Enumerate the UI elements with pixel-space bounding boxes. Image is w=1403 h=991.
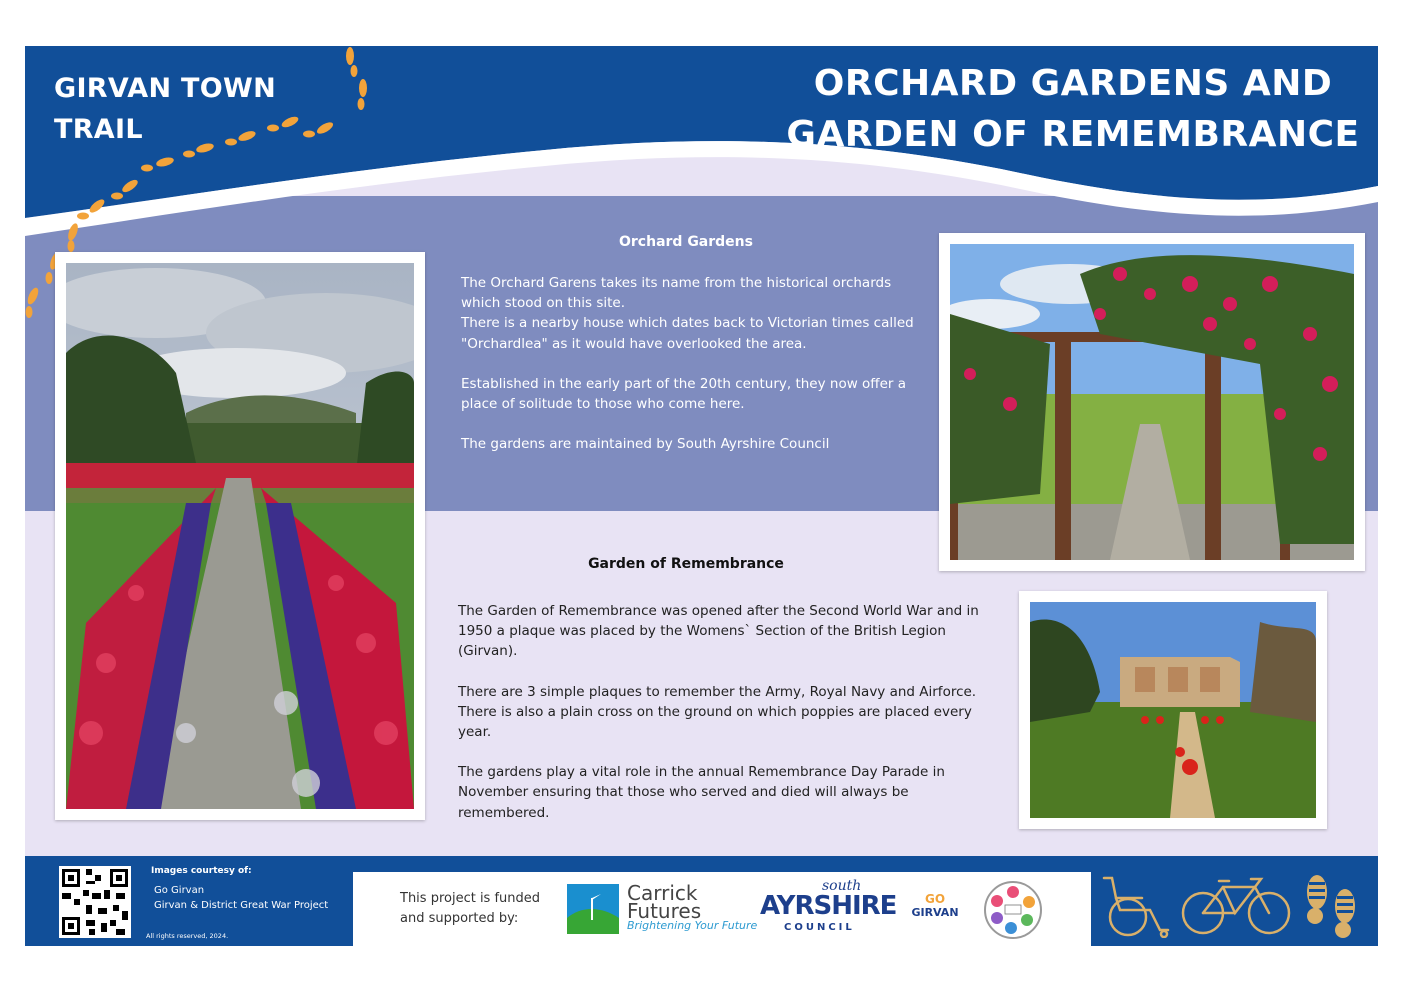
rights-notice: All rights reserved, 2024. [146, 932, 229, 940]
page-title-line-1: ORCHARD GARDENS AND [813, 63, 1333, 104]
remembrance-text [458, 601, 983, 843]
rose-pergola-image [950, 244, 1354, 560]
photo-remembrance-memorial [1019, 591, 1327, 829]
orchard-text [461, 273, 917, 474]
flower-beds-image [66, 263, 414, 809]
ayrshire-council: COUNCIL [784, 922, 855, 933]
credit-great-war-project: Girvan & District Great War Project [154, 900, 329, 911]
wheelchair-icon [1098, 872, 1174, 938]
credit-go-girvan: Go Girvan [154, 885, 205, 896]
carrick-tagline: Brightening Your Future [627, 919, 758, 932]
footprints-icon [1299, 872, 1363, 942]
trail-title-line-1: GIRVAN TOWN [54, 73, 277, 104]
remembrance-paragraph-1: The Garden of Remembrance was opened after the Second World War and in 1950 a plaque was placed by the Womens` Section of the British Legion (Girvan). [458, 603, 979, 660]
orchard-heading: Orchard Gardens [619, 234, 753, 250]
orchard-paragraph-2: Established in the early part of the 20th century, they now offer a place of solitude to those who come here. [461, 375, 907, 413]
remembrance-paragraph-3: The gardens play a vital role in the annual Remembrance Day Parade in November ensuring that those who served and died will always be remembered. [458, 764, 945, 821]
qr-code-icon [59, 866, 131, 938]
go-girvan-name: GIRVAN [911, 906, 959, 919]
remembrance-heading: Garden of Remembrance [588, 556, 784, 572]
footer-top-edge [353, 856, 1091, 872]
go-girvan-logo [909, 892, 961, 926]
page-title [785, 58, 1361, 160]
carrick-line-1: Carrick [627, 881, 698, 905]
remembrance-paragraph-2: There are 3 simple plaques to remember the Army, Royal Navy and Airforce. There is also a plain cross on the ground on which poppies are placed every year. [458, 683, 977, 741]
south-ayrshire-council-logo [758, 878, 897, 938]
trail-title-line-2: TRAIL [54, 114, 143, 145]
community-circle-logo-icon [983, 880, 1043, 940]
orchard-paragraph-1: The Orchard Garens takes its name from the historical orchards which stood on this site. There is a nearby house which dates back to Victorian times called "Orchardlea" as it would have overlooked the area. [461, 275, 914, 352]
photo-rose-pergola [939, 233, 1365, 571]
credits-title: Images courtesy of: [151, 866, 252, 876]
carrick-futures-logo [567, 881, 758, 934]
trail-title [54, 68, 276, 150]
carrick-line-2: Futures [627, 899, 702, 923]
orchard-paragraph-3: The gardens are maintained by South Ayrshire Council [461, 436, 830, 453]
page-title-line-2: GARDEN OF REMEMBRANCE [786, 114, 1360, 155]
funded-text: This project is funded and supported by: [400, 891, 541, 926]
remembrance-memorial-image [1030, 602, 1316, 818]
ayrshire-south: south [822, 878, 862, 894]
ayrshire-main: AYRSHIRE [760, 891, 897, 921]
go-girvan-go: GO [924, 892, 946, 906]
trail-board [25, 46, 1378, 946]
carrick-futures-emblem-icon [567, 884, 619, 934]
photo-flower-beds [55, 252, 425, 820]
bicycle-icon [1181, 875, 1293, 937]
